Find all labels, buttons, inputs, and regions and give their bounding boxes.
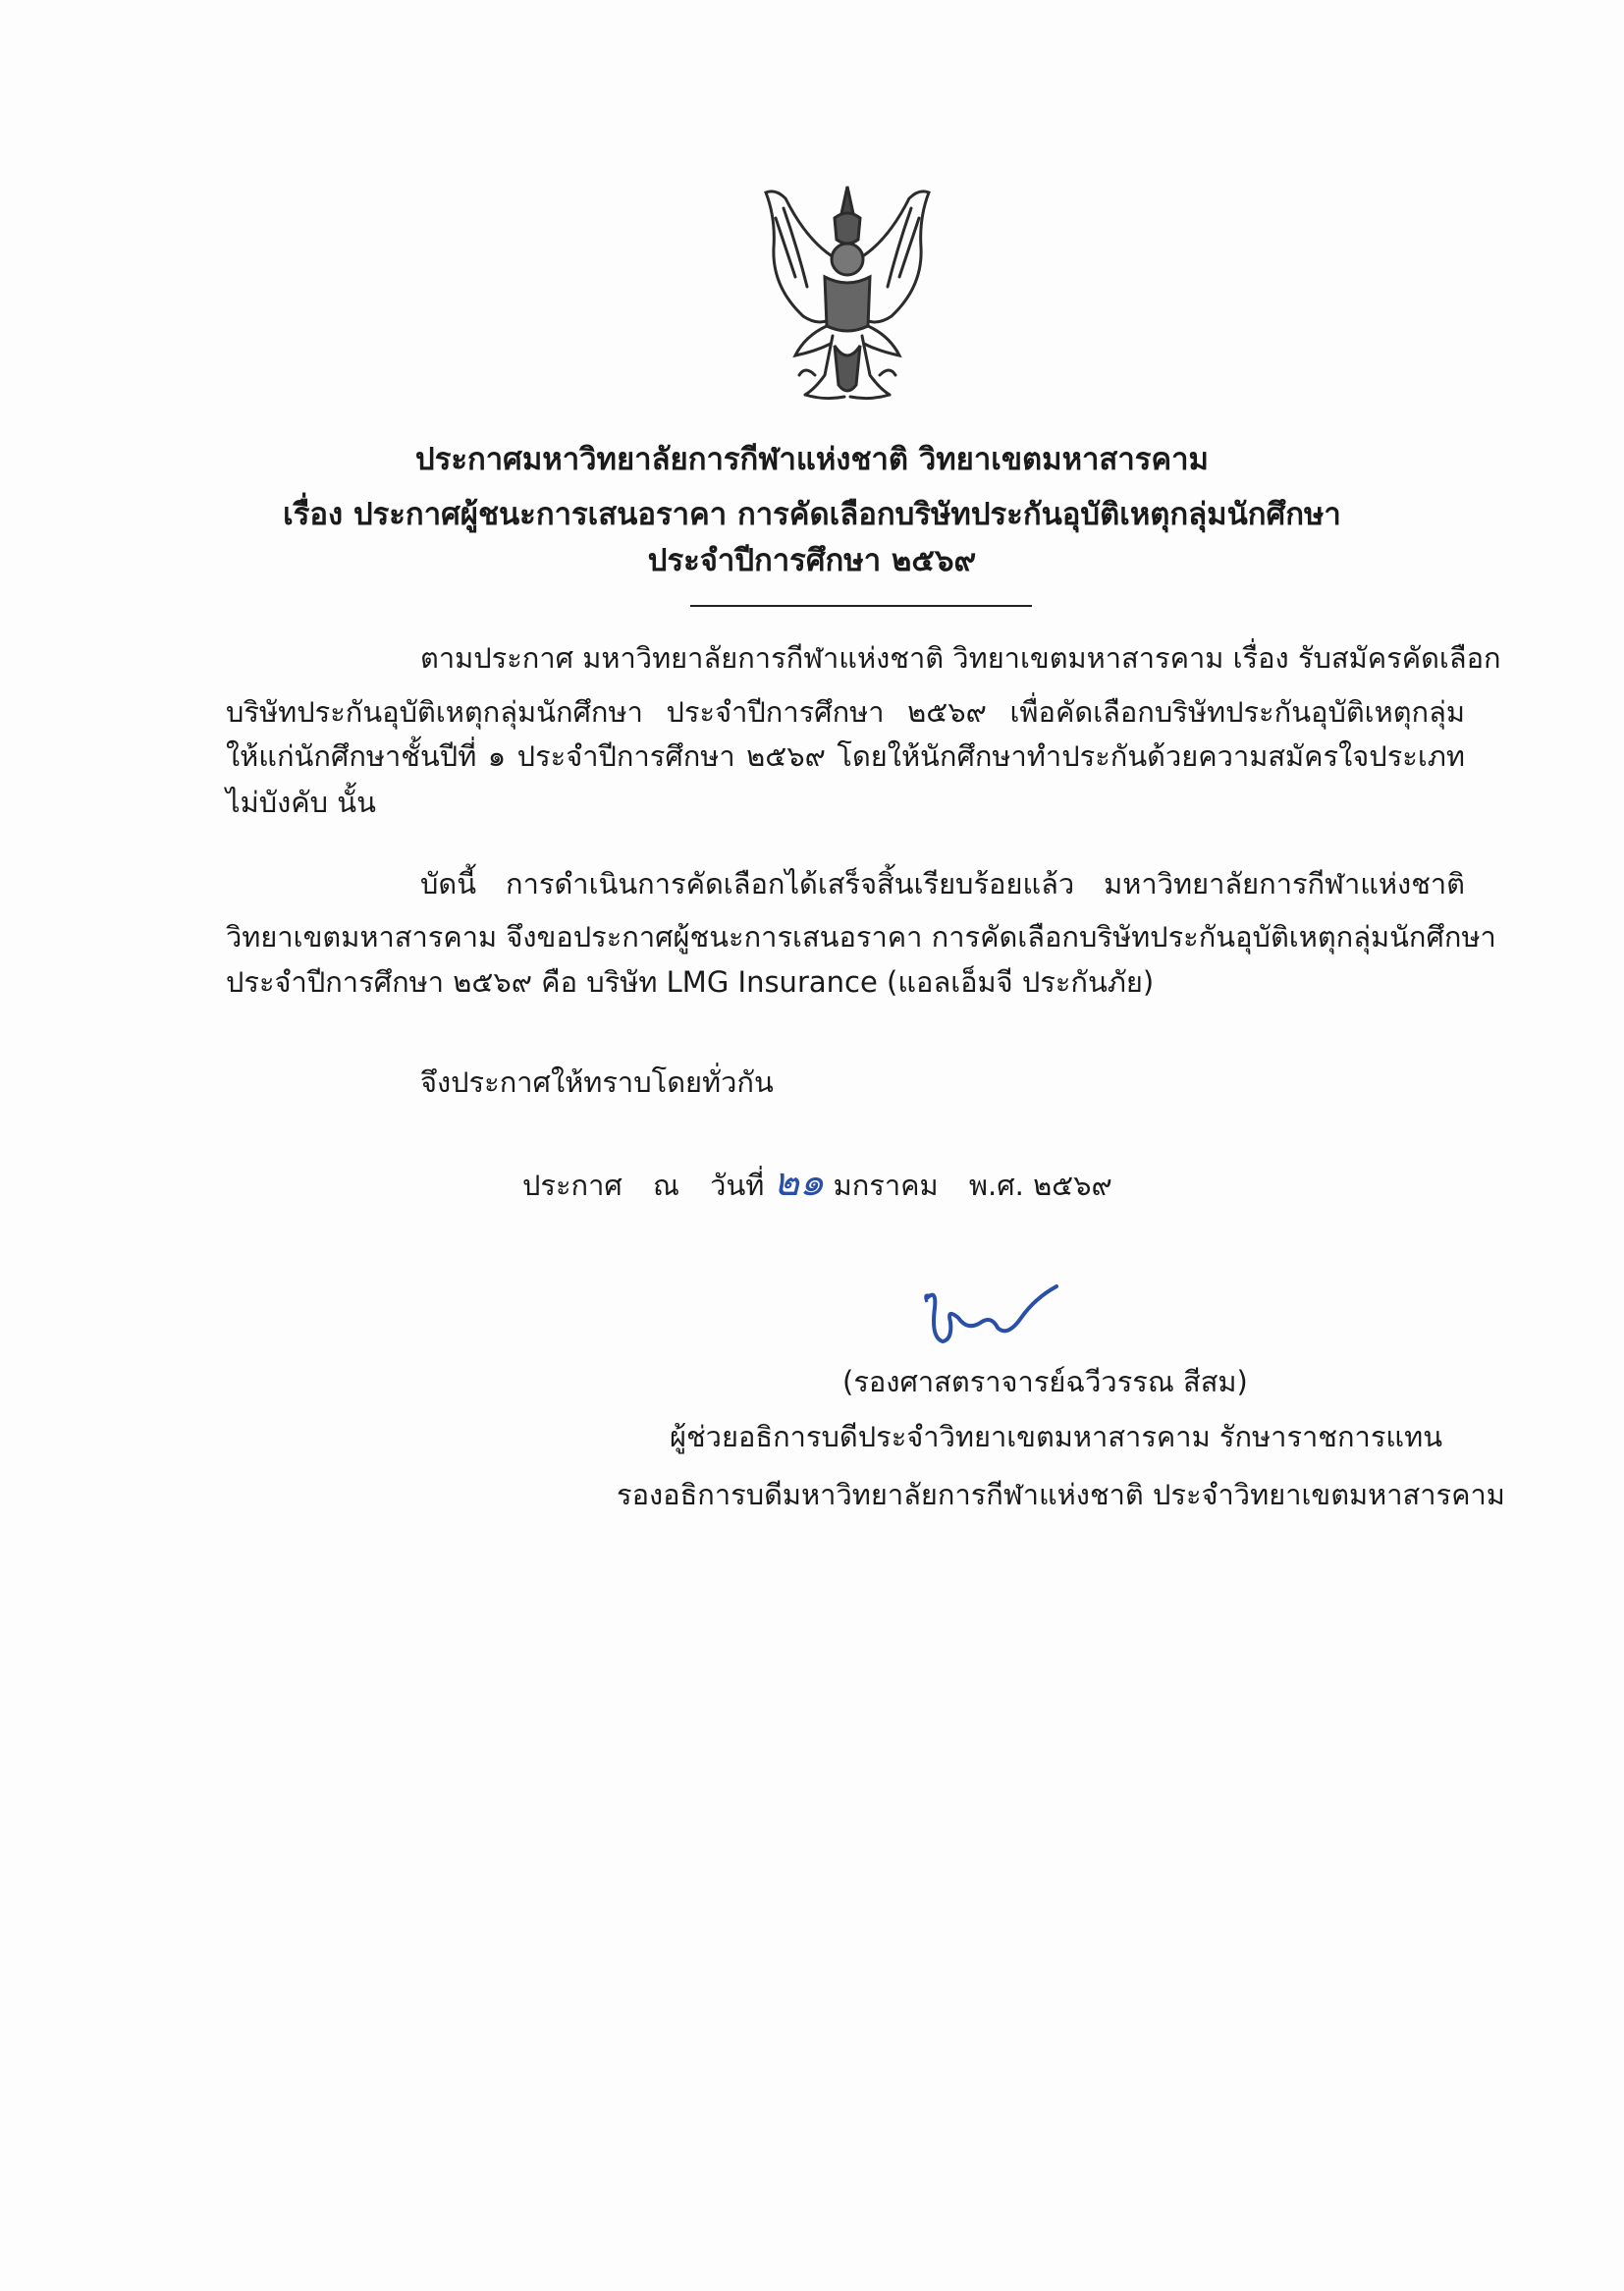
date-day-label: วันที่ [710, 1169, 765, 1202]
garuda-emblem-icon [746, 179, 948, 407]
heading-year: ประจำปีการศึกษา ๒๕๖๙ [647, 543, 977, 578]
paragraph-1-line-2: บริษัทประกันอุบัติเหตุกลุ่มนักศึกษา ประจำปีการศึกษา ๒๕๖๙ เพื่อคัดเลือกบริษัทประกันอุบัติเหตุกลุ่ม [226, 695, 1465, 729]
date-at: ณ [653, 1169, 679, 1202]
date-prefix: ประกาศ [522, 1169, 623, 1202]
date-era: พ.ศ. [968, 1169, 1024, 1202]
heading-line-1: ประกาศมหาวิทยาลัยการกีฬาแห่งชาติ วิทยาเขตมหาสารคาม [415, 442, 1209, 477]
signatory-name: (รองศาสตราจารย์ฉวีวรรณ สีสม) [842, 1365, 1248, 1398]
signatory-position-1: ผู้ช่วยอธิการบดีประจำวิทยาเขตมหาสารคาม รักษาราชการแทน [670, 1420, 1443, 1453]
handwritten-signature [913, 1279, 1060, 1357]
date-year: ๒๕๖๙ [1033, 1169, 1112, 1202]
date-day: ๒๑ [773, 1160, 825, 1205]
paragraph-1-line-4: ไม่บังคับ นั้น [226, 786, 376, 819]
closing-statement: จึงประกาศให้ทราบโดยทั่วกัน [420, 1065, 774, 1099]
date-month: มกราคม [833, 1169, 939, 1202]
paragraph-2-line-1: บัดนี้ การดำเนินการคัดเลือกได้เสร็จสิ้นเรียบร้อยแล้ว มหาวิทยาลัยการกีฬาแห่งชาติ [420, 867, 1465, 900]
signatory-position-2: รองอธิการบดีมหาวิทยาลัยการกีฬาแห่งชาติ ประจำวิทยาเขตมหาสารคาม [617, 1478, 1505, 1511]
paragraph-2-line-3: ประจำปีการศึกษา ๒๕๖๙ คือ บริษัท LMG Insurance (แอลเอ็มจี ประกันภัย) [226, 965, 1155, 999]
heading-divider [690, 605, 1032, 607]
announcement-date [522, 1161, 1112, 1207]
paragraph-1-line-1: ตามประกาศ มหาวิทยาลัยการกีฬาแห่งชาติ วิทยาเขตมหาสารคาม เรื่อง รับสมัครคัดเลือก [420, 641, 1501, 675]
heading-subject: เรื่อง ประกาศผู้ชนะการเสนอราคา การคัดเลือกบริษัทประกันอุบัติเหตุกลุ่มนักศึกษา [283, 497, 1341, 532]
paragraph-2-line-2: วิทยาเขตมหาสารคาม จึงขอประกาศผู้ชนะการเสนอราคา การคัดเลือกบริษัทประกันอุบัติเหตุกลุ่มนักศึกษา [226, 920, 1496, 954]
paragraph-1-line-3: ให้แก่นักศึกษาชั้นปีที่ ๑ ประจำปีการศึกษา ๒๕๖๙ โดยให้นักศึกษาทำประกันด้วยความสมัครใจประเภท [226, 739, 1465, 773]
